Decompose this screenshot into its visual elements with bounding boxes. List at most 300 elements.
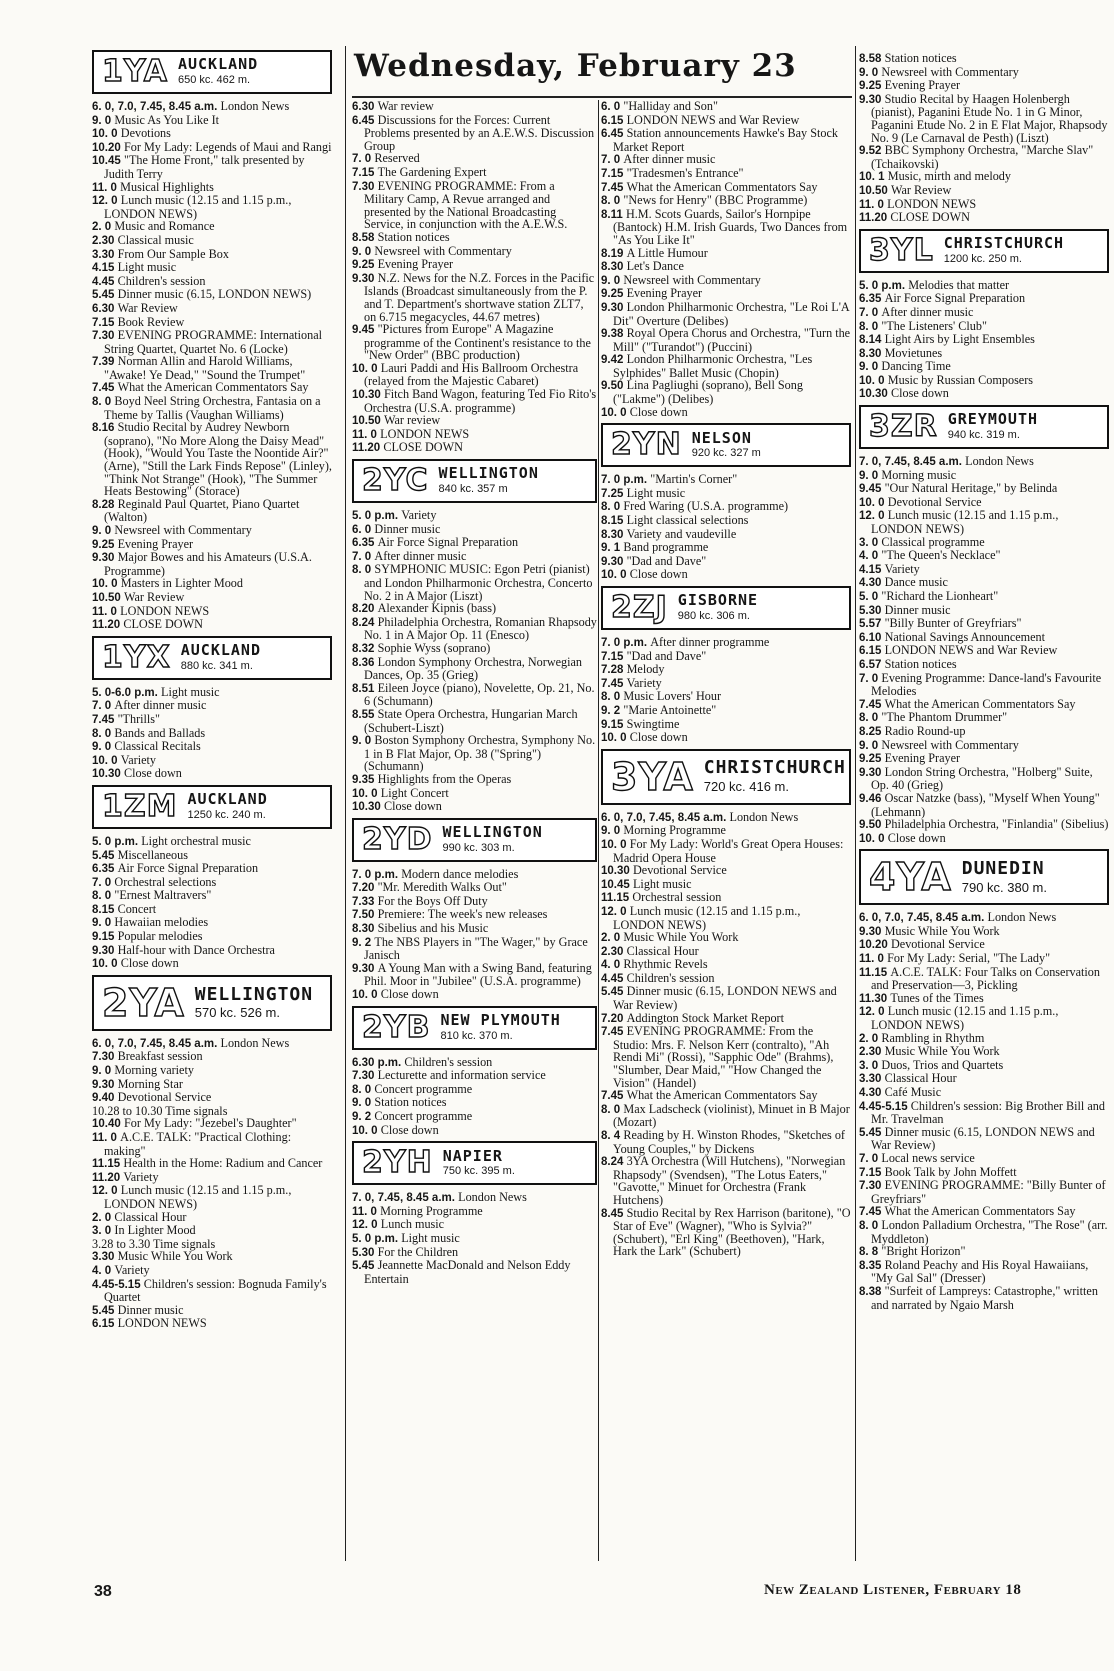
- schedule-entry: [92, 767, 332, 781]
- schedule-entry: [92, 1078, 332, 1092]
- entry-time: 10.45: [601, 878, 633, 891]
- entry-time: 5.45: [601, 986, 627, 999]
- entry-programme: 10.28 to 10.30 Time signals: [92, 1103, 228, 1118]
- entry-programme: Rhythmic Revels: [623, 957, 708, 972]
- schedule-entry: [859, 672, 1109, 698]
- entry-time: 4.45: [601, 972, 627, 985]
- schedule-entry: [601, 972, 851, 986]
- column-divider: [598, 100, 599, 1561]
- entry-programme: Light music: [161, 684, 220, 699]
- entry-programme: Light music: [632, 876, 692, 891]
- entry-time: 9.38: [601, 328, 627, 341]
- schedule-entry: [601, 528, 851, 542]
- station-frequency: 750 kc. 395 m.: [442, 1165, 515, 1178]
- entry-time: 7.30: [352, 1070, 378, 1083]
- entry-time: 7. 0, 7.45, 8.45 a.m.: [859, 456, 966, 469]
- schedule-entry: [92, 498, 332, 524]
- schedule-entry: [601, 864, 851, 878]
- schedule-entry: [859, 832, 1109, 846]
- schedule-entry: [859, 292, 1109, 306]
- station-call-sign: 2YH: [362, 1145, 433, 1181]
- entry-programme: CLOSE DOWN: [123, 617, 203, 632]
- schedule-2yd: [352, 868, 597, 1002]
- entry-programme: Alexander Kipnis (bass): [377, 601, 497, 616]
- entry-time: 8.11: [601, 208, 626, 221]
- schedule-entry: [601, 541, 851, 555]
- entry-programme: Philadelphia Orchestra, Romanian Rhapsody No. 1 in A Major Op. 11 (Enesco): [364, 614, 597, 643]
- entry-programme: Melodies that matter: [908, 277, 1010, 292]
- entry-programme: Variety: [626, 675, 662, 690]
- entry-programme: EVENING PROGRAMME: From the Studio: Mrs. F. Nelson Kerr (contralto), "Ah Rendi Mi" (Rossi), "Sapphic Ode" (Brahms), "Slumber, Dear Maid," "How Changed the Vision" (Handel): [613, 1024, 834, 1090]
- entry-programme: "Dad and Dave": [626, 648, 707, 663]
- schedule-entry: [92, 591, 332, 605]
- entry-programme: Close down: [380, 987, 439, 1002]
- schedule-entry: [352, 1069, 597, 1083]
- schedule-entry: [352, 523, 597, 537]
- schedule-entry: [859, 144, 1109, 170]
- entry-time: 9.15: [601, 718, 627, 731]
- entry-time: 6.15: [859, 645, 885, 658]
- entry-programme: Café Music: [884, 1085, 942, 1099]
- schedule-entry: [859, 952, 1109, 966]
- schedule-entry: [601, 327, 851, 353]
- entry-programme: Dinner music (6.15, LONDON NEWS): [117, 287, 312, 302]
- entry-time: 9. 0: [92, 525, 115, 537]
- entry-programme: War review: [383, 413, 441, 428]
- schedule-entry: [92, 944, 332, 958]
- schedule-2yc: [352, 509, 597, 814]
- entry-programme: Close down: [383, 799, 442, 814]
- entry-programme: "Richard the Lionheart": [881, 589, 999, 603]
- entry-time: 10.30: [92, 768, 124, 781]
- entry-time: 10. 0: [601, 838, 630, 851]
- entry-programme: Music While You Work: [884, 923, 1000, 938]
- entry-programme: London Philharmonic Orchestra, "Les Sylphides" Ballet Music (Chopin): [613, 352, 813, 380]
- entry-time: 2.30: [859, 1046, 885, 1059]
- schedule-entry: [601, 568, 851, 582]
- entry-programme: Hawaiian melodies: [114, 915, 209, 930]
- station-frequency: 1250 kc. 240 m.: [187, 809, 266, 821]
- entry-programme: After dinner music: [623, 152, 716, 167]
- station-call-sign: 2YN: [611, 427, 682, 463]
- entry-programme: Half-hour with Dance Orchestra: [117, 942, 275, 957]
- entry-programme: "The Home Front," talk presented by Judith Terry: [104, 153, 305, 181]
- schedule-entry: [859, 631, 1109, 645]
- entry-programme: Classical Hour: [884, 1071, 957, 1086]
- entry-programme: "Pictures from Europe" A Magazine programme of the Continent's resistance to the "New Order" (BBC production): [364, 322, 591, 363]
- entry-programme: London Symphony Orchestra, Norwegian Dances, Op. 35 (Grieg): [364, 654, 583, 683]
- entry-programme: "Marie Antoinette": [623, 702, 717, 717]
- entry-programme: LONDON NEWS: [887, 196, 977, 211]
- entry-programme: Children's session: Bognuda Family's Quartet: [104, 1276, 327, 1305]
- schedule-entry: [859, 992, 1109, 1006]
- entry-programme: For My Lady: World's Great Opera Houses: Madrid Opera House: [613, 836, 844, 865]
- schedule-entry: [859, 66, 1109, 80]
- entry-time: 10. 0: [352, 1124, 381, 1137]
- entry-programme: Popular melodies: [117, 929, 203, 944]
- entry-programme: Classical Hour: [114, 1209, 187, 1224]
- entry-time: 10.50: [92, 591, 124, 604]
- entry-time: 8.19: [601, 247, 627, 260]
- station-call-sign: 2YA: [102, 980, 185, 1025]
- schedule-entry: [92, 849, 332, 863]
- entry-time: 9. 1: [601, 542, 624, 555]
- entry-programme: "News for Henry" (BBC Programme): [623, 193, 808, 208]
- schedule-entry: [92, 1091, 332, 1105]
- entry-time: 10.30: [601, 865, 633, 878]
- schedule-entry: [92, 740, 332, 754]
- entry-time: 7. 0: [859, 672, 882, 685]
- schedule-entry: [859, 698, 1109, 712]
- entry-time: 7.33: [352, 895, 378, 908]
- schedule-entry: [601, 260, 851, 274]
- entry-time: 9.25: [92, 538, 118, 551]
- entry-programme: Book Talk by John Moffett: [884, 1164, 1017, 1179]
- entry-time: 8. 0: [859, 712, 882, 725]
- entry-programme: Orchestral session: [632, 890, 722, 905]
- schedule-entry: [859, 469, 1109, 483]
- entry-time: 8.58: [859, 53, 885, 65]
- schedule-entry: [601, 500, 851, 514]
- entry-programme: Newsreel with Commentary: [881, 64, 1019, 79]
- entry-programme: "Ernest Maltravers": [114, 888, 212, 903]
- schedule-entry: [92, 551, 332, 577]
- entry-time: 9.30: [92, 1078, 118, 1091]
- entry-programme: Roland Peachy and His Royal Hawaiians, "My Gal Sal" (Dresser): [871, 1257, 1089, 1286]
- schedule-4ya: [859, 911, 1109, 1311]
- station-call-sign: 1YX: [102, 639, 171, 675]
- entry-programme: London News: [220, 1035, 290, 1050]
- entry-time: 7.15: [601, 167, 627, 180]
- schedule-entry: [859, 170, 1109, 184]
- station-frequency: 810 kc. 370 m.: [440, 1029, 513, 1042]
- entry-time: 7.25: [601, 487, 627, 500]
- schedule-entry: [859, 1126, 1109, 1152]
- entry-time: 11.30: [859, 992, 891, 1005]
- entry-programme: Music While You Work: [623, 930, 739, 945]
- entry-programme: Evening Prayer: [884, 751, 961, 766]
- entry-programme: Studio Recital by Audrey Newborn (soprano), "No More Along the Daisy Mead" (Hook), "Would You Taste the Noontide Air?" (Arne), "Still the Lark Finds Repose" (Linley), "Think Not Strange" (Hook), "The Summer Heats Bestowing" (Storace): [104, 420, 332, 499]
- schedule-entry: [352, 962, 597, 988]
- schedule-2yh-continued: [601, 100, 851, 419]
- schedule-1zm: [92, 835, 332, 971]
- entry-time: 6. 0, 7.0, 7.45, 8.45 a.m.: [92, 1037, 221, 1050]
- entry-time: 8.20: [352, 603, 378, 616]
- entry-time: 9. 0: [859, 739, 882, 752]
- entry-time: 7.15: [92, 316, 118, 329]
- entry-programme: Lunch music: [380, 1217, 445, 1232]
- schedule-entry: [601, 731, 851, 745]
- schedule-2yh: [352, 1191, 597, 1285]
- entry-programme: CLOSE DOWN: [383, 440, 463, 455]
- entry-programme: Evening Prayer: [626, 286, 703, 301]
- entry-programme: Music While You Work: [117, 1249, 233, 1264]
- entry-programme: EVENING PROGRAMME: From a Military Camp, A Revue arranged and presented by the National Broadcasting Service, in conjunction with the A.E.W.S.: [364, 178, 568, 232]
- station-city: NEW PLYMOUTH: [440, 1010, 561, 1029]
- entry-programme: Lunch music (12.15 and 1.15 p.m., LONDON NEWS): [871, 508, 1059, 537]
- entry-time: 9. 2: [352, 1111, 375, 1123]
- entry-programme: Radio Round-up: [884, 723, 966, 738]
- entry-time: 9.30: [92, 552, 118, 565]
- entry-time: 10. 0: [92, 578, 121, 591]
- schedule-entry: [92, 100, 332, 114]
- entry-programme: Rambling in Rhythm: [881, 1030, 985, 1045]
- schedule-entry: [352, 1246, 597, 1260]
- schedule-entry: [352, 922, 597, 936]
- entry-programme: A.C.E. TALK: Four Talks on Conservation and Preservation—3, Pickling: [871, 964, 1100, 993]
- entry-time: 6. 0, 7.0, 7.45, 8.45 a.m.: [601, 811, 730, 824]
- schedule-entry: [352, 708, 597, 734]
- entry-time: 9. 0: [859, 361, 882, 374]
- entry-time: 8.15: [601, 515, 627, 528]
- station-city: WELLINGTON: [194, 983, 314, 1005]
- schedule-entry: [92, 1064, 332, 1078]
- station-header-2yd: [352, 818, 597, 862]
- entry-programme: "Our Natural Heritage," by Belinda: [884, 481, 1058, 496]
- entry-programme: Light Airs by Light Ensembles: [884, 332, 1035, 347]
- entry-programme: Classical Recitals: [114, 739, 201, 754]
- station-frequency: 1200 kc. 250 m.: [943, 252, 1022, 265]
- schedule-entry: [92, 524, 332, 538]
- schedule-entry: [92, 154, 332, 180]
- entry-time: 4.15: [92, 262, 118, 275]
- entry-time: 4. 0: [92, 1264, 115, 1277]
- schedule-entry: [352, 414, 597, 428]
- entry-time: 9.46: [859, 792, 885, 805]
- entry-time: 9. 0: [352, 245, 375, 258]
- entry-programme: War Review: [117, 300, 178, 315]
- entry-programme: Close down: [890, 386, 949, 401]
- schedule-entry: [601, 1025, 851, 1089]
- entry-time: 12. 0: [92, 1185, 121, 1198]
- station-call-sign: 3ZR: [869, 409, 938, 445]
- entry-time: 5. 0 p.m.: [352, 510, 402, 523]
- entry-time: 9.30: [92, 944, 118, 957]
- schedule-entry: [601, 1012, 851, 1026]
- entry-programme: London News: [220, 99, 290, 113]
- entry-time: 4.30: [859, 577, 885, 590]
- schedule-entry: [601, 194, 851, 208]
- entry-programme: London Philharmonic Orchestra, "Le Roi L'A Dit" Overture (Delibes): [613, 299, 850, 328]
- entry-time: 8. 0: [601, 501, 624, 514]
- entry-time: 6.30 p.m.: [352, 1056, 405, 1069]
- schedule-entry: [92, 754, 332, 768]
- station-call-sign: 1YA: [102, 54, 168, 89]
- entry-time: 10. 0: [352, 362, 381, 375]
- entry-time: 9.30: [859, 925, 885, 938]
- entry-programme: Lauri Paddi and His Ballroom Orchestra (relayed from the Majestic Cabaret): [364, 360, 579, 389]
- entry-programme: Premiere: The week's new releases: [377, 907, 548, 922]
- entry-time: 10.20: [859, 939, 891, 952]
- entry-programme: Morning Star: [117, 1076, 183, 1091]
- entry-programme: Evening Prayer: [884, 78, 961, 93]
- entry-programme: London News: [987, 910, 1057, 925]
- entry-programme: Light music: [401, 1230, 460, 1245]
- schedule-entry: [601, 353, 851, 379]
- schedule-entry: [601, 1089, 851, 1103]
- entry-time: 4.45: [92, 275, 118, 288]
- entry-time: 8.30: [601, 261, 627, 274]
- entry-time: 7. 0: [92, 876, 115, 889]
- schedule-entry: [92, 1224, 332, 1238]
- station-header-3ya: [601, 749, 851, 805]
- entry-programme: Devotional Service: [890, 937, 985, 952]
- entry-time: 8.38: [859, 1285, 885, 1298]
- entry-programme: Dinner music: [884, 602, 951, 617]
- entry-time: 6.35: [859, 293, 885, 306]
- entry-time: 12. 0: [92, 195, 121, 208]
- schedule-3yl: [859, 279, 1109, 401]
- entry-time: 7. 0: [352, 153, 375, 166]
- entry-programme: Variety: [120, 752, 156, 767]
- entry-time: 8.35: [859, 1259, 885, 1272]
- entry-time: 8.36: [352, 656, 378, 669]
- schedule-entry: [92, 889, 332, 903]
- entry-programme: War Review: [890, 182, 952, 197]
- entry-programme: Duos, Trios and Quartets: [881, 1057, 1004, 1072]
- entry-time: 8.32: [352, 642, 378, 655]
- schedule-entry: [352, 1205, 597, 1219]
- entry-time: 9.42: [601, 354, 627, 367]
- entry-time: 9. 0: [859, 469, 882, 482]
- entry-time: 11. 0: [92, 605, 121, 618]
- entry-time: 7. 0 p.m.: [601, 637, 651, 649]
- entry-time: 7. 0: [352, 550, 375, 563]
- entry-programme: Morning music: [881, 467, 957, 482]
- station-frequency: 990 kc. 303 m.: [442, 841, 515, 854]
- entry-programme: Morning variety: [114, 1063, 194, 1078]
- entry-time: 8. 0: [601, 1103, 624, 1116]
- schedule-entry: [601, 127, 851, 153]
- entry-time: 8. 0: [352, 564, 375, 577]
- schedule-entry: [352, 1083, 597, 1097]
- entry-time: 10. 0: [352, 787, 381, 800]
- entry-time: 9.25: [859, 80, 885, 93]
- entry-programme: From Our Sample Box: [117, 246, 229, 261]
- entry-time: 3. 0: [92, 1225, 115, 1238]
- entry-time: 4.45-5.15: [859, 1100, 911, 1113]
- station-header-3yl: [859, 229, 1109, 273]
- schedule-2ya: [92, 1037, 332, 1331]
- entry-programme: Station notices: [884, 656, 957, 671]
- entry-programme: LONDON NEWS: [380, 426, 470, 441]
- schedule-entry: [859, 1059, 1109, 1073]
- entry-programme: For the Children: [377, 1244, 459, 1259]
- entry-time: 6.10: [859, 631, 885, 644]
- station-header-4ya: [859, 849, 1109, 905]
- schedule-entry: [92, 605, 332, 619]
- entry-programme: Light music: [117, 260, 177, 275]
- entry-programme: After dinner music: [114, 698, 207, 713]
- entry-time: 2. 0: [859, 1032, 882, 1045]
- schedule-entry: [859, 374, 1109, 388]
- schedule-entry: [352, 908, 597, 922]
- station-call-sign: 2YB: [362, 1009, 431, 1045]
- schedule-entry: [859, 1086, 1109, 1100]
- schedule-entry: [352, 1218, 597, 1232]
- entry-time: 7.45: [601, 1090, 627, 1103]
- schedule-entry: [859, 711, 1109, 725]
- schedule-entry: [859, 925, 1109, 939]
- entry-programme: "Martin's Corner": [650, 472, 738, 487]
- entry-programme: Evening Prayer: [377, 257, 454, 272]
- entry-programme: Local news service: [881, 1150, 975, 1165]
- station-header-2yn: [601, 423, 851, 467]
- schedule-entry: [859, 1152, 1109, 1166]
- entry-programme: Evening Programme: Dance-land's Favourite Melodies: [871, 670, 1102, 699]
- schedule-entry: [352, 1232, 597, 1246]
- entry-programme: Concert: [117, 901, 157, 916]
- schedule-entry: [601, 704, 851, 718]
- schedule-entry: [352, 881, 597, 895]
- schedule-entry: [92, 1264, 332, 1278]
- entry-time: 6. 0, 7.0, 7.45, 8.45 a.m.: [92, 101, 221, 113]
- schedule-entry: [601, 677, 851, 691]
- schedule-entry: [92, 421, 332, 498]
- entry-time: 8.58: [352, 231, 378, 244]
- entry-programme: Dancing Time: [881, 359, 951, 374]
- schedule-entry: [859, 536, 1109, 550]
- station-city: AUCKLAND: [180, 641, 261, 660]
- entry-programme: Concert programme: [374, 1081, 473, 1096]
- station-city: WELLINGTON: [442, 823, 543, 842]
- entry-programme: Station notices: [884, 52, 957, 65]
- entry-programme: Melody: [626, 662, 665, 677]
- schedule-entry: [859, 590, 1109, 604]
- schedule-entry: [859, 725, 1109, 739]
- schedule-entry: [92, 1050, 332, 1064]
- entry-time: 5.45: [92, 1304, 118, 1317]
- entry-programme: In Lighter Mood: [114, 1223, 196, 1238]
- schedule-entry: [859, 752, 1109, 766]
- station-city: WELLINGTON: [438, 464, 539, 483]
- entry-programme: Variety: [884, 561, 920, 576]
- entry-time: 10.50: [859, 184, 891, 197]
- entry-programme: 3YA Orchestra (Will Hutchens), "Norwegian Rhapsody" (Svendsen), "The Lotus Eaters," "Gavotte," Minuet for Orchestra (Frank Hutchens): [613, 1154, 846, 1207]
- entry-programme: London Palladium Orchestra, "The Rose" (arr. Myddleton): [871, 1217, 1108, 1246]
- schedule-entry: [92, 261, 332, 275]
- station-call-sign: 1ZM: [102, 788, 178, 824]
- entry-time: 4.30: [859, 1087, 885, 1099]
- entry-time: 7.45: [601, 181, 627, 194]
- entry-programme: Station announcements Hawke's Bay Stock Market Report: [613, 126, 838, 154]
- entry-programme: LONDON NEWS: [120, 603, 210, 618]
- entry-time: 9.40: [92, 1092, 118, 1105]
- schedule-entry: [601, 824, 851, 838]
- schedule-entry: [92, 538, 332, 552]
- entry-time: 10. 0: [352, 989, 381, 1002]
- entry-time: 11.20: [352, 442, 384, 455]
- station-call-sign: 2YD: [362, 821, 433, 857]
- entry-programme: LONDON NEWS and War Review: [884, 643, 1058, 658]
- schedule-entry: [859, 576, 1109, 590]
- schedule-entry: [352, 114, 597, 153]
- schedule-3zr: [859, 455, 1109, 845]
- schedule-2yn: [601, 473, 851, 582]
- schedule-entry: [352, 362, 597, 388]
- schedule-entry: [859, 52, 1109, 66]
- entry-programme: Lunch music (12.15 and 1.15 p.m., LONDON NEWS): [871, 1004, 1059, 1033]
- entry-time: 9.52: [859, 145, 885, 158]
- entry-time: 6.45: [601, 128, 627, 141]
- entry-programme: "Tradesmen's Entrance": [626, 165, 744, 180]
- schedule-entry: [352, 656, 597, 682]
- entry-time: 11.20: [92, 1171, 124, 1184]
- schedule-entry: [92, 727, 332, 741]
- entry-programme: Reserved: [374, 151, 420, 166]
- station-city: GISBORNE: [677, 591, 759, 610]
- entry-time: 9.25: [352, 259, 378, 272]
